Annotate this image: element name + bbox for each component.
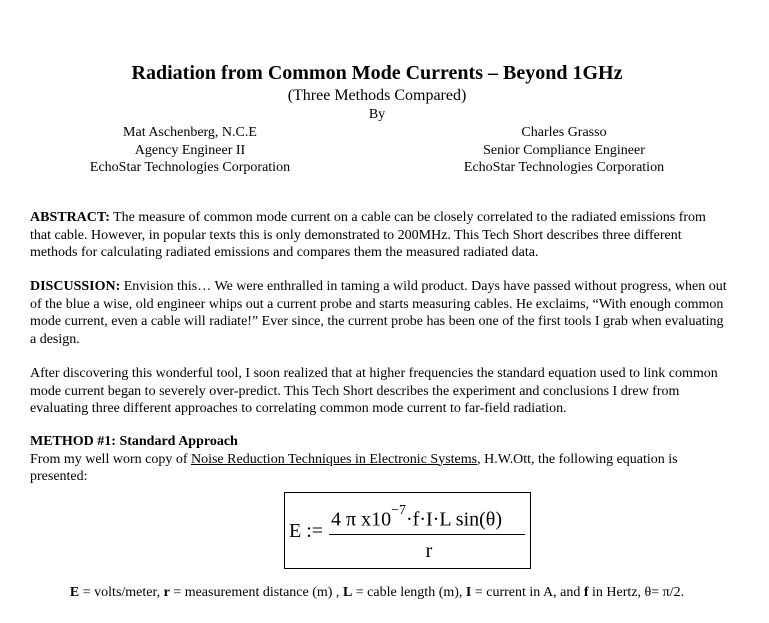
symbol-i: I — [465, 585, 472, 600]
by-line: By — [368, 107, 386, 122]
discussion-paragraph — [30, 278, 730, 348]
author-position: Senior Compliance Engineer — [483, 142, 645, 158]
body-paragraph: After discovering this wonderful tool, I soon realized that at higher frequencies the standard equation used to link common mode current began to severely over-predict. This Tech Short describes the experiment and conclusions I drew from evaluating three different approaches to correlating common mode current to far-field radiation. — [30, 366, 718, 417]
paper-subtitle: (Three Methods Compared) — [287, 87, 467, 104]
author-name: Charles Grasso — [521, 125, 607, 140]
author-name: Mat Aschenberg, N.C.E — [123, 125, 257, 140]
fraction-bar — [329, 534, 525, 535]
symbol-f: f — [583, 585, 589, 600]
numerator-coefficient: 4 π x10 — [331, 508, 392, 531]
abstract-text: The measure of common mode current on a cable can be closely correlated to the radiated emissions from that cable. However, in popular texts this is only demonstrated to 200MHz. This Tech Short describes three different methods for calculating radiated emissions and compares them the measured radiated data. — [30, 210, 706, 261]
intro-suffix: , H.W.Ott, the following equation is presented: — [30, 451, 678, 485]
book-title: Noise Reduction Techniques in Electronic Systems — [190, 451, 478, 467]
paper-title: Radiation from Common Mode Currents – Beyond 1GHz — [131, 62, 623, 84]
definition-r: = measurement distance (m) , — [169, 585, 343, 600]
intro-prefix: From my well worn copy of — [30, 451, 191, 467]
method1-heading: METHOD #1: Standard Approach — [30, 434, 238, 449]
symbol-r: r — [163, 585, 170, 600]
definition-l: = cable length (m), — [352, 585, 466, 600]
author-block-2 — [434, 124, 694, 177]
equation-numerator — [331, 503, 503, 532]
definition-i: = current in A, and — [471, 585, 584, 600]
method1-intro — [30, 451, 730, 486]
numerator-terms: ·f·I·L sin(θ) — [406, 508, 503, 531]
variable-definitions — [0, 585, 754, 601]
symbol-l: L — [342, 585, 353, 600]
author-company: EchoStar Technologies Corporation — [89, 160, 291, 175]
definition-f: in Hertz, θ= π/2. — [588, 585, 685, 600]
equation-denominator: r — [425, 540, 433, 562]
author-position: Agency Engineer II — [134, 142, 246, 158]
equation-box — [284, 492, 531, 569]
abstract-label: ABSTRACT: — [30, 210, 110, 225]
method1-section — [30, 433, 730, 486]
definition-e: = volts/meter, — [79, 585, 164, 600]
numerator-exponent: −7 — [391, 503, 407, 518]
discussion-label: DISCUSSION: — [30, 279, 121, 294]
author-company: EchoStar Technologies Corporation — [463, 160, 665, 175]
author-block-1 — [60, 124, 320, 177]
equation-lhs: E := — [289, 520, 324, 542]
discussion-text: Envision this… We were enthralled in taming a wild product. Days have passed without progress, when out of the blue a wise, old engineer whips out a current probe and starts measuring cables. He exclaims, “With enough common mode current, even a cable will radiate!” Ever since, the current probe has been one of the first tools I grab when evaluating a design. — [30, 279, 727, 347]
symbol-e: E — [69, 585, 80, 600]
abstract-paragraph — [30, 209, 730, 262]
